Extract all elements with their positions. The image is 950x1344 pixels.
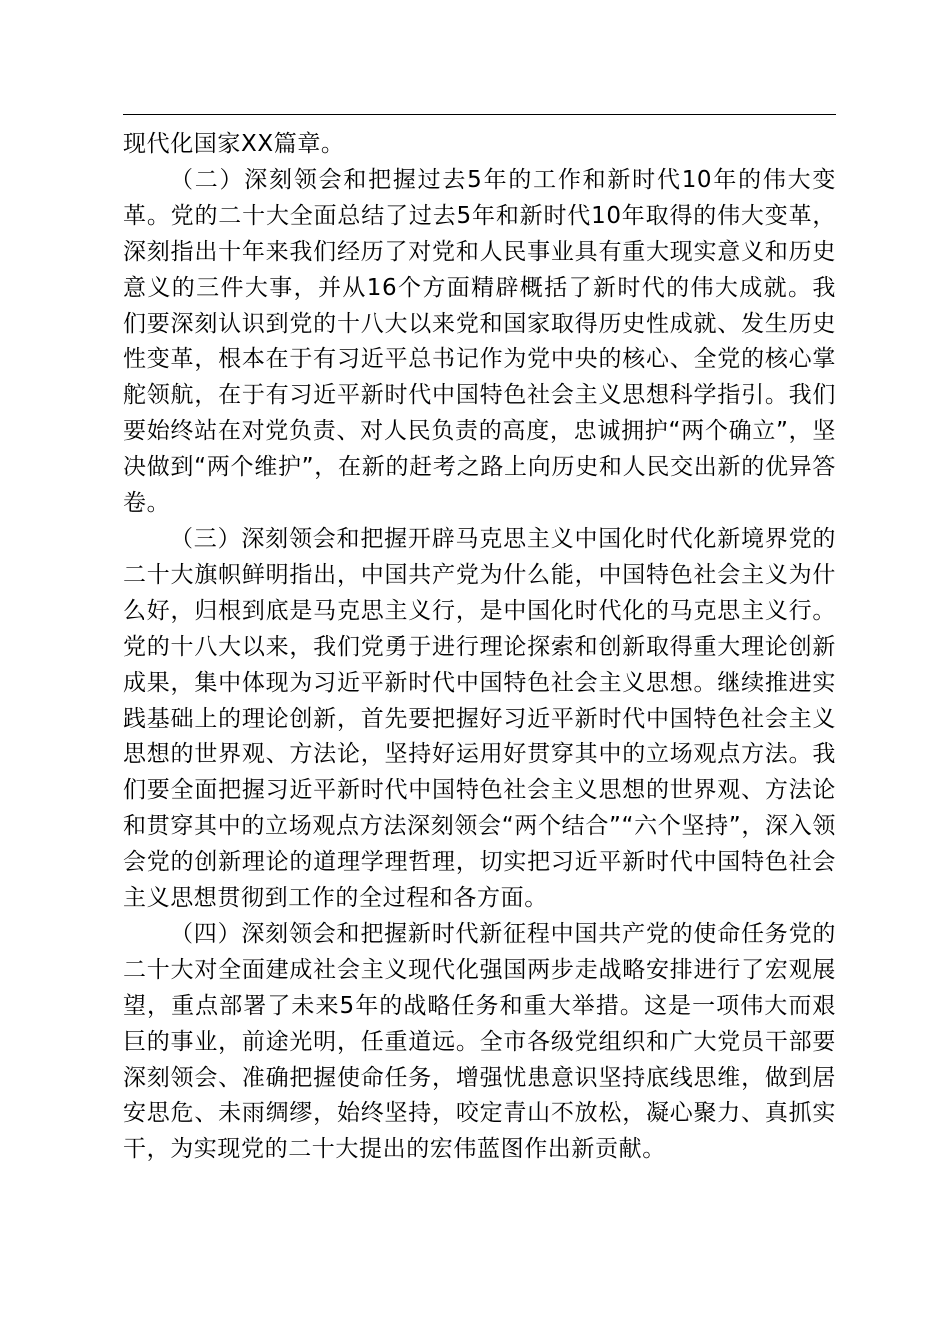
header-rule bbox=[123, 114, 836, 115]
paragraph-section-3: （三）深刻领会和把握开辟马克思主义中国化时代化新境界党的二十大旗帜鲜明指出，中国共产党为什么能，中国特色社会主义为什么好，归根到底是马克思主义行，是中国化时代化的马克思主义行。党的十八大以来，我们党勇于进行理论探索和创新取得重大理论创新成果，集中体现为习近平新时代中国特色社会主义思想。继续推进实践基础上的理论创新，首先要把握好习近平新时代中国特色社会主义思想的世界观、方法论，坚持好运用好贯穿其中的立场观点方法。我们要全面把握习近平新时代中国特色社会主义思想的世界观、方法论和贯穿其中的立场观点方法深刻领会“两个结合”“六个坚持”，深入领会党的创新理论的道理学理哲理，切实把习近平新时代中国特色社会主义思想贯彻到工作的全过程和各方面。 bbox=[123, 525, 836, 912]
paragraph-section-4: （四）深刻领会和把握新时代新征程中国共产党的使命任务党的二十大对全面建成社会主义现代化强国两步走战略安排进行了宏观展望，重点部署了未来5年的战略任务和重大举措。这是一项伟大而艰巨的事业，前途光明，任重道远。全市各级党组织和广大党员干部要深刻领会、准确把握使命任务，增强忧患意识坚持底线思维，做到居安思危、未雨绸缪，始终坚持，咬定青山不放松，凝心聚力、真抓实干，为实现党的二十大提出的宏伟蓝图作出新贡献。 bbox=[123, 920, 836, 1163]
paragraph-section-2: （二）深刻领会和把握过去5年的工作和新时代10年的伟大变革。党的二十大全面总结了过去5年和新时代10年取得的伟大变革，深刻指出十年来我们经历了对党和人民事业具有重大现实意义和历史意义的三件大事，并从16个方面精辟概括了新时代的伟大成就。我们要深刻认识到党的十八大以来党和国家取得历史性成就、发生历史性变革，根本在于有习近平总书记作为党中央的核心、全党的核心掌舵领航，在于有习近平新时代中国特色社会主义思想科学指引。我们要始终站在对党负责、对人民负责的高度，忠诚拥护“两个确立”，坚决做到“两个维护”，在新的赶考之路上向历史和人民交出新的优异答卷。 bbox=[123, 166, 836, 517]
document-body bbox=[123, 127, 836, 1168]
paragraph-continuation: 现代化国家XX篇章。 bbox=[123, 131, 345, 157]
